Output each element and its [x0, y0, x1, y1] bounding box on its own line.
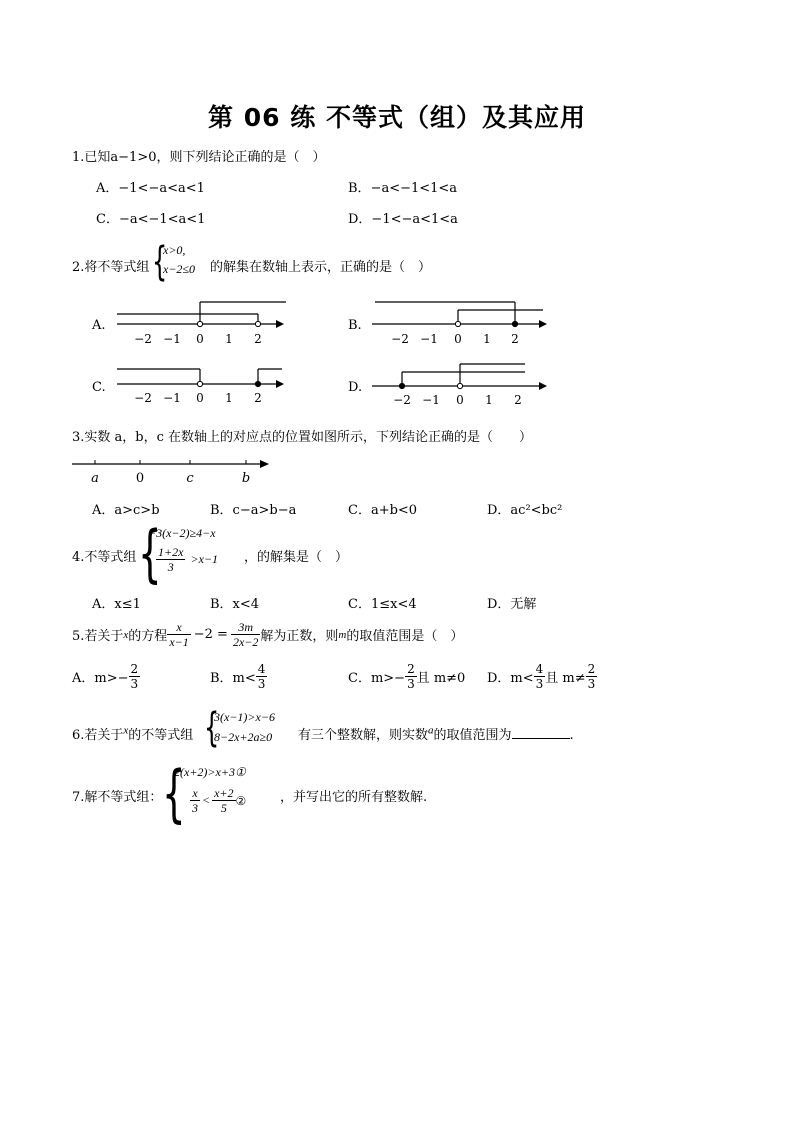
q4-fraction: $\frac{1+2x}{3}$	[158, 545, 184, 574]
q6-line2: 8−2x+2a≥0	[214, 730, 273, 744]
q3-option-a: A．a>c>b	[92, 503, 160, 518]
q3-number-line	[70, 452, 280, 488]
q4-brace: {	[138, 517, 162, 590]
tick: 0	[196, 332, 204, 346]
q2-number-lines	[0, 290, 794, 415]
q2-prefix: 2.将不等式组	[72, 260, 150, 275]
tick: 1	[225, 332, 233, 346]
q4-option-c: C．1≤x<4	[348, 597, 417, 612]
tick: −2	[391, 332, 409, 346]
q4-suffix: ，的解集是（ ）	[244, 550, 349, 565]
tick: 0	[196, 391, 204, 405]
q2-axis-a	[117, 302, 286, 346]
q2-line2: x−2≤0	[163, 262, 196, 276]
q5-option-b: B．m< $\frac{4}{3}$	[210, 662, 266, 691]
q4-line2: $\frac{1+2x}{3}$ >x−1	[158, 545, 219, 574]
tick: 2	[254, 391, 262, 405]
tick: 1	[485, 393, 493, 407]
q4-prefix: 4.不等式组	[72, 550, 137, 565]
q7-line1: 2(x+2)>x+3①	[174, 765, 246, 779]
q7-prefix: 7.解不等式组：	[72, 790, 163, 805]
q2-axis-b	[372, 302, 547, 346]
q1-option-d: D．−1<−a<1<a	[348, 212, 458, 227]
q6-answer-blank	[512, 738, 570, 739]
q4-option-a: A．x≤1	[92, 597, 141, 612]
point-c-label: c	[186, 471, 194, 486]
q4-option-b: B．x<4	[210, 597, 260, 612]
q2-axis-c	[117, 369, 284, 405]
tick: −1	[420, 332, 438, 346]
q1-option-b: B．−a<−1<1<a	[348, 181, 458, 196]
point-b-label: b	[241, 471, 251, 486]
q5-option-d: D．m< $\frac{4}{3}$ 且 m≠ $\frac{2}{3}$	[487, 662, 596, 691]
q2-suffix: 的解集在数轴上表示，正确的是（ ）	[210, 260, 432, 275]
q2-axis-d	[372, 364, 547, 407]
q2-label-a: A.	[92, 318, 106, 333]
q2-label-c: C.	[92, 380, 106, 395]
q7-brace: {	[162, 757, 186, 830]
q5-stem: 5.若关于 x 的方程 $\frac{x}{x-1}$ −2 = $\frac{3m}{2x-2}$ 解为正数，则 m 的取值范围是（ ）	[72, 620, 464, 649]
tick: −1	[163, 332, 181, 346]
tick: 1	[225, 391, 233, 405]
tick: −1	[163, 391, 181, 405]
tick: −1	[422, 393, 440, 407]
tick: 2	[514, 393, 522, 407]
point-a-label: a	[91, 471, 99, 486]
q4-line1: −3(x−2)≥4−x	[148, 526, 216, 540]
q6-prefix: 6.若关于$^x$的不等式组	[72, 724, 194, 743]
page-title: 第 06 练 不等式（组）及其应用	[208, 103, 586, 132]
q5-option-a: A．m>− $\frac{2}{3}$	[72, 662, 139, 691]
q2-brace: {	[152, 239, 168, 285]
tick: 2	[511, 332, 519, 346]
q3-stem: 3.实数 a，b，c 在数轴上的对应点的位置如图所示，下列结论正确的是（ ）	[72, 430, 533, 445]
q5-fraction-2: $\frac{3m}{2x-2}$	[232, 620, 259, 649]
q5-option-c: C．m>− $\frac{2}{3}$ 且 m≠0	[348, 662, 466, 691]
q1-stem: 1.已知a−1>0，则下列结论正确的是（ ）	[72, 150, 326, 165]
tick: 1	[483, 332, 491, 346]
q3-option-b: B．c−a>b−a	[210, 503, 297, 518]
tick: 2	[254, 332, 262, 346]
q2-line1: x>0,	[163, 243, 186, 257]
tick: 0	[456, 393, 464, 407]
q6-line1: 3(x−1)>x−6	[214, 710, 275, 724]
q2-label-d: D.	[348, 380, 363, 395]
q3-option-c: C．a+b<0	[348, 503, 418, 518]
point-0-label: 0	[135, 471, 145, 486]
tick: −2	[134, 391, 152, 405]
q1-option-c: C．−a<−1<a<1	[96, 212, 206, 227]
q4-option-d: D．无解	[487, 597, 537, 612]
q7-line2: $\frac{x}{3}$ < $\frac{x+2}{5}$ ②	[192, 786, 247, 815]
q5-fraction-1: $\frac{x}{x-1}$	[169, 620, 189, 649]
q1-option-a: A．−1<−a<a<1	[96, 181, 205, 196]
q7-suffix: ，并写出它的所有整数解.	[280, 790, 428, 805]
q6-tail: 有三个整数解，则实数$^a$的取值范围为 .	[298, 724, 574, 743]
q2-label-b: B.	[348, 318, 362, 333]
tick: 0	[454, 332, 462, 346]
q3-option-d: D．ac²<bc²	[487, 503, 563, 518]
tick: −2	[134, 332, 152, 346]
tick: −2	[393, 393, 411, 407]
q6-brace: {	[204, 705, 220, 751]
